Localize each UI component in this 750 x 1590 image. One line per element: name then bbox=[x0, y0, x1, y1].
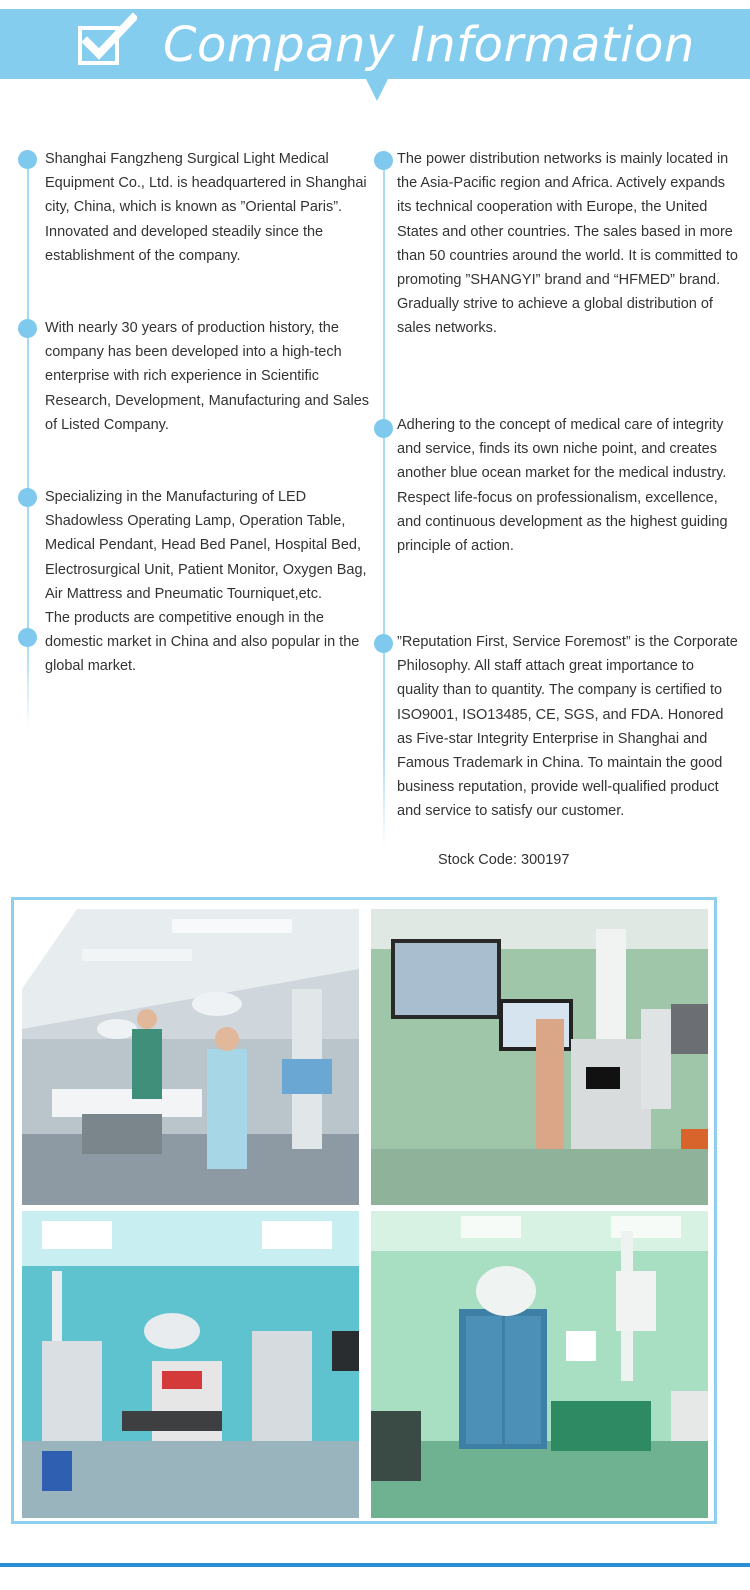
timeline-dot bbox=[18, 628, 37, 647]
stock-code: Stock Code: 300197 bbox=[438, 852, 570, 868]
timeline-line-right bbox=[383, 158, 385, 848]
checkbox-check-icon bbox=[77, 12, 137, 68]
green-operating-room-photo bbox=[371, 1211, 708, 1518]
intro-paragraph: The products are competitive enough in the domestic market in China and also popular in the global market. bbox=[45, 610, 360, 675]
timeline-dot bbox=[374, 151, 393, 170]
timeline-dot bbox=[374, 634, 393, 653]
banner-pointer bbox=[366, 79, 388, 101]
timeline-dot bbox=[18, 319, 37, 338]
page-title: Company Information bbox=[163, 17, 695, 73]
intro-paragraph: Specializing in the Manufacturing of LED Shadowless Operating Lamp, Operation Table, Medical Pendant, Head Bed Panel, Hospital Bed, Electrosurgical Unit, Patient Monitor, Oxygen Bag, Air Mattress and Pneumatic Tourniquet,etc. bbox=[45, 489, 367, 602]
timeline-dot bbox=[18, 488, 37, 507]
intro-paragraph: Shanghai Fangzheng Surgical Light Medical Equipment Co., Ltd. is headquartered in Shanghai city, China, which is known as ”Oriental Paris”. Innovated and developed steadily since the establishment of the company. bbox=[45, 151, 367, 264]
footer-divider bbox=[0, 1563, 750, 1567]
timeline-dot bbox=[18, 150, 37, 169]
intro-paragraph: Adhering to the concept of medical care of integrity and service, finds its own niche point, and creates another blue ocean market for the medical industry. Respect life-focus on professionalism, excellence, and continuous development as the highest guiding principle of action. bbox=[397, 417, 728, 555]
conference-room-photo bbox=[371, 909, 708, 1205]
operating-room-photo bbox=[22, 909, 359, 1205]
blue-operating-room-photo bbox=[22, 1211, 359, 1518]
intro-paragraph: ”Reputation First, Service Foremost” is the Corporate Philosophy. All staff attach great importance to quality than to quantity. The company is certified to ISO9001, ISO13485, CE, SGS, and FDA. Honored as Five-star Integrity Enterprise in Shanghai and Famous Trademark in China. To maintain the good business reputation, provide well-qualified product and service to satisfy our customer. bbox=[397, 634, 738, 820]
timeline-dot bbox=[374, 419, 393, 438]
intro-paragraph: With nearly 30 years of production history, the company has been developed into a high-tech enterprise with rich experience in Scientific Research, Development, Manufacturing and Sales of Listed Company. bbox=[45, 320, 370, 433]
intro-paragraph: The power distribution networks is mainly located in the Asia-Pacific region and Africa. Actively expands its technical cooperation with Europe, the United States and other countries. The sales based in more than 50 countries around the world. It is committed to promoting ”SHANGYI” brand and “HFMED” brand. Gradually strive to achieve a global distribution of sales networks. bbox=[397, 151, 738, 337]
